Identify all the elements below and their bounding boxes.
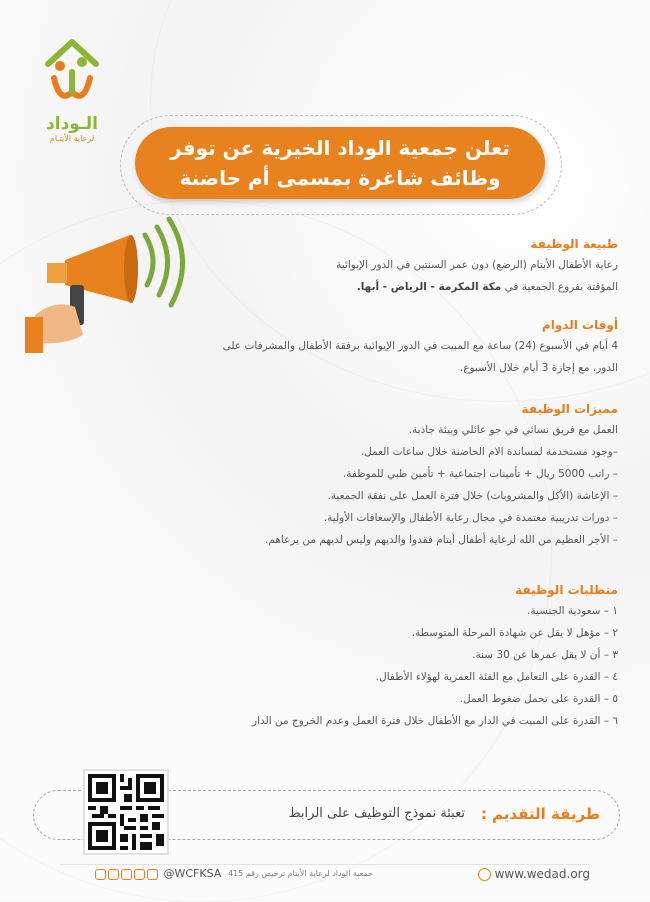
hours-line-1: 4 أيام في الأسبوع (24) ساعة مع المبيت في الدور الإيوائية برفقة الأطفال والمشرفات على [222, 340, 618, 352]
qr-code[interactable] [83, 769, 169, 855]
social-handle: @WCFKSA [163, 867, 222, 880]
requirement-item: ٤ – القدرة على التعامل مع الفئة العمرية لهؤلاء الأطفال. [375, 671, 618, 683]
globe-icon [478, 868, 491, 881]
feature-item: –وجود مستخدمة لمساندة الام الحاضنة خلال ساعات العمل. [360, 446, 618, 458]
hours-section [223, 318, 618, 379]
website-link[interactable]: www.wedad.org [494, 867, 590, 881]
requirement-item: ٣ – أن لا يقل عمرها عن 30 سنة. [472, 649, 618, 661]
features-heading: مميزات الوظيفة [521, 402, 618, 416]
banner-line-1: تعلن جمعية الوداد الخيرية عن توفر [170, 136, 510, 160]
job-nature-line-2 [336, 276, 618, 298]
website[interactable] [478, 867, 590, 881]
hours-line-2: الدور، مع إجازة 3 أيام خلال الأسبوع. [459, 362, 618, 374]
job-nature-line-1: رعاية الأطفال الأيتام (الرضع) دون عمر السنتين في الدور الإيوائية [336, 259, 618, 271]
requirement-item: ٢ – مؤهل لا يقل عن شهادة المرحلة المتوسطة. [411, 627, 618, 639]
job-nature-locations: مكة المكرمة - الرياض - أبها. [356, 281, 502, 293]
feature-item: – الأجر العظيم من الله لرعاية أطفال أيتام فقدوا والديهم وليس لديهم من يرعاهم. [265, 534, 618, 546]
footer [0, 865, 650, 885]
job-nature-section [336, 237, 618, 298]
megaphone-icon [25, 215, 195, 355]
logo-subtitle: لرعاية الأيتـام [49, 134, 95, 143]
requirement-item: ٥ – القدرة على تحمل ضغوط العمل. [459, 693, 618, 705]
snapchat-icon[interactable] [108, 869, 119, 880]
feature-item: – الإعاشة (الأكل والمشروبات) خلال فترة العمل على نفقة الجمعية. [327, 490, 618, 502]
wedad-logo [22, 28, 122, 168]
qr-code-icon [88, 774, 164, 850]
requirements-heading: متطلبات الوظيفة [515, 583, 618, 597]
features-section [265, 402, 618, 551]
facebook-icon[interactable] [134, 869, 145, 880]
registration-text: جمعية الوداد لرعاية الأيتام ترخيص رقم 415 [225, 869, 376, 878]
announcement-banner [135, 127, 545, 199]
wedad-logo-mark-icon [40, 28, 104, 108]
requirements-section [252, 583, 618, 732]
social-links [95, 867, 221, 880]
logo-name: الـوداد [46, 114, 98, 134]
instagram-icon[interactable] [95, 869, 106, 880]
feature-item: العمل مع فريق نسائي في جو عائلي وبيئة جاذبة. [408, 424, 618, 436]
twitter-icon[interactable] [121, 869, 132, 880]
job-nature-line-2-text: المؤقتة بفروع الجمعية في [501, 281, 618, 293]
feature-item: – دورات تدريبية معتمدة في مجال رعاية الأطفال والإسعافات الأولية. [323, 512, 618, 524]
requirement-item: ٦ – القدرة على المبيت في الدار مع الأطفال خلال فترة العمل وعدم الخروج من الدار [252, 715, 618, 727]
feature-item: – راتب 5000 ريال + تأمينات اجتماعية + تأمين طبي للموظفة. [342, 468, 618, 480]
apply-title: طريقة التقديم : [480, 805, 600, 823]
hours-heading: أوقات الدوام [541, 318, 618, 332]
requirement-item: ١ – سعودية الجنسية. [527, 605, 618, 617]
job-nature-heading: طبيعة الوظيفة [530, 237, 618, 251]
banner-line-2: وظائف شاغرة بمسمى أم حاضنة [179, 166, 501, 190]
apply-instructions: تعبئة نموذج التوظيف على الرابط [288, 806, 465, 821]
youtube-icon[interactable] [147, 869, 158, 880]
